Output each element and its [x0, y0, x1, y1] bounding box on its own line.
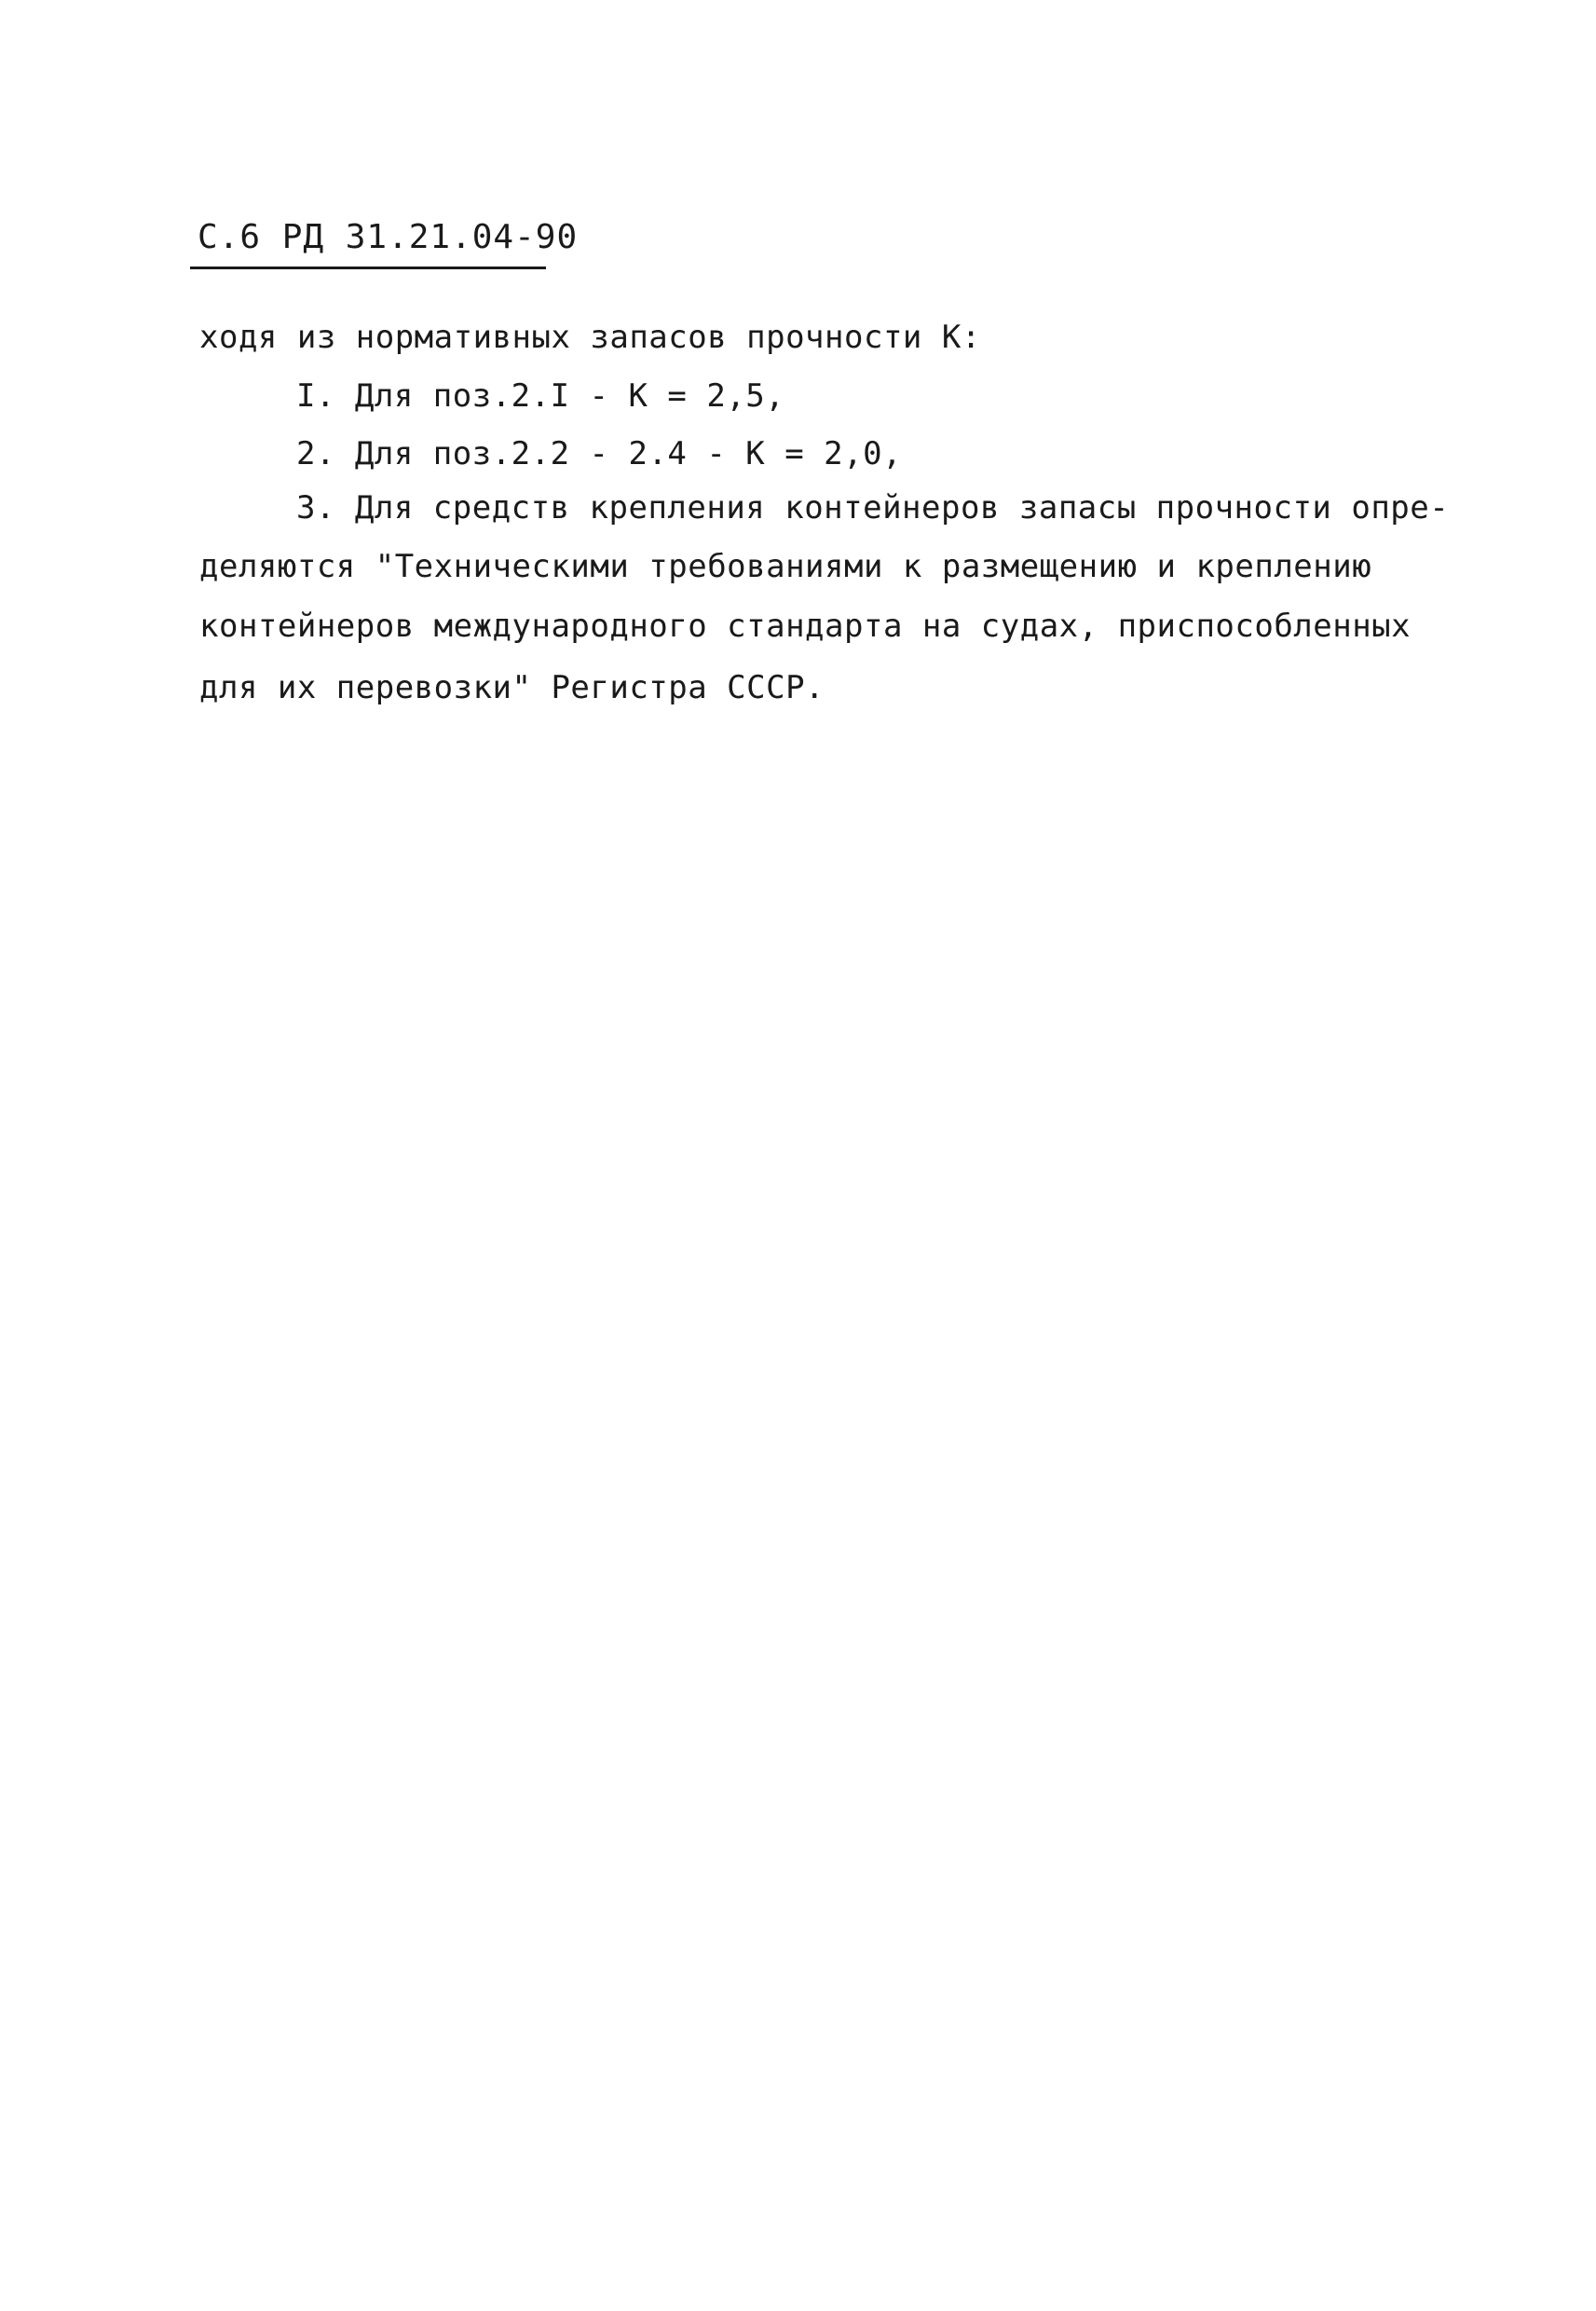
list-item-2: 2. Для поз.2.2 - 2.4 - К = 2,0,	[296, 435, 903, 472]
text-line: для их перевозки" Регистра СССР.	[199, 669, 825, 706]
header-underline	[190, 267, 546, 269]
list-item-1: I. Для поз.2.I - К = 2,5,	[296, 377, 785, 415]
text-line: ходя из нормативных запасов прочности К:	[199, 319, 981, 356]
page-header: С.6 РД 31.21.04-90	[198, 218, 579, 256]
text-line: деляются "Техническими требованиями к размещению и креплению	[199, 548, 1372, 585]
list-item-3: 3. Для средств крепления контейнеров запасы прочности опре-	[296, 489, 1450, 526]
text-line: контейнеров международного стандарта на судах, приспособленных	[199, 608, 1412, 645]
